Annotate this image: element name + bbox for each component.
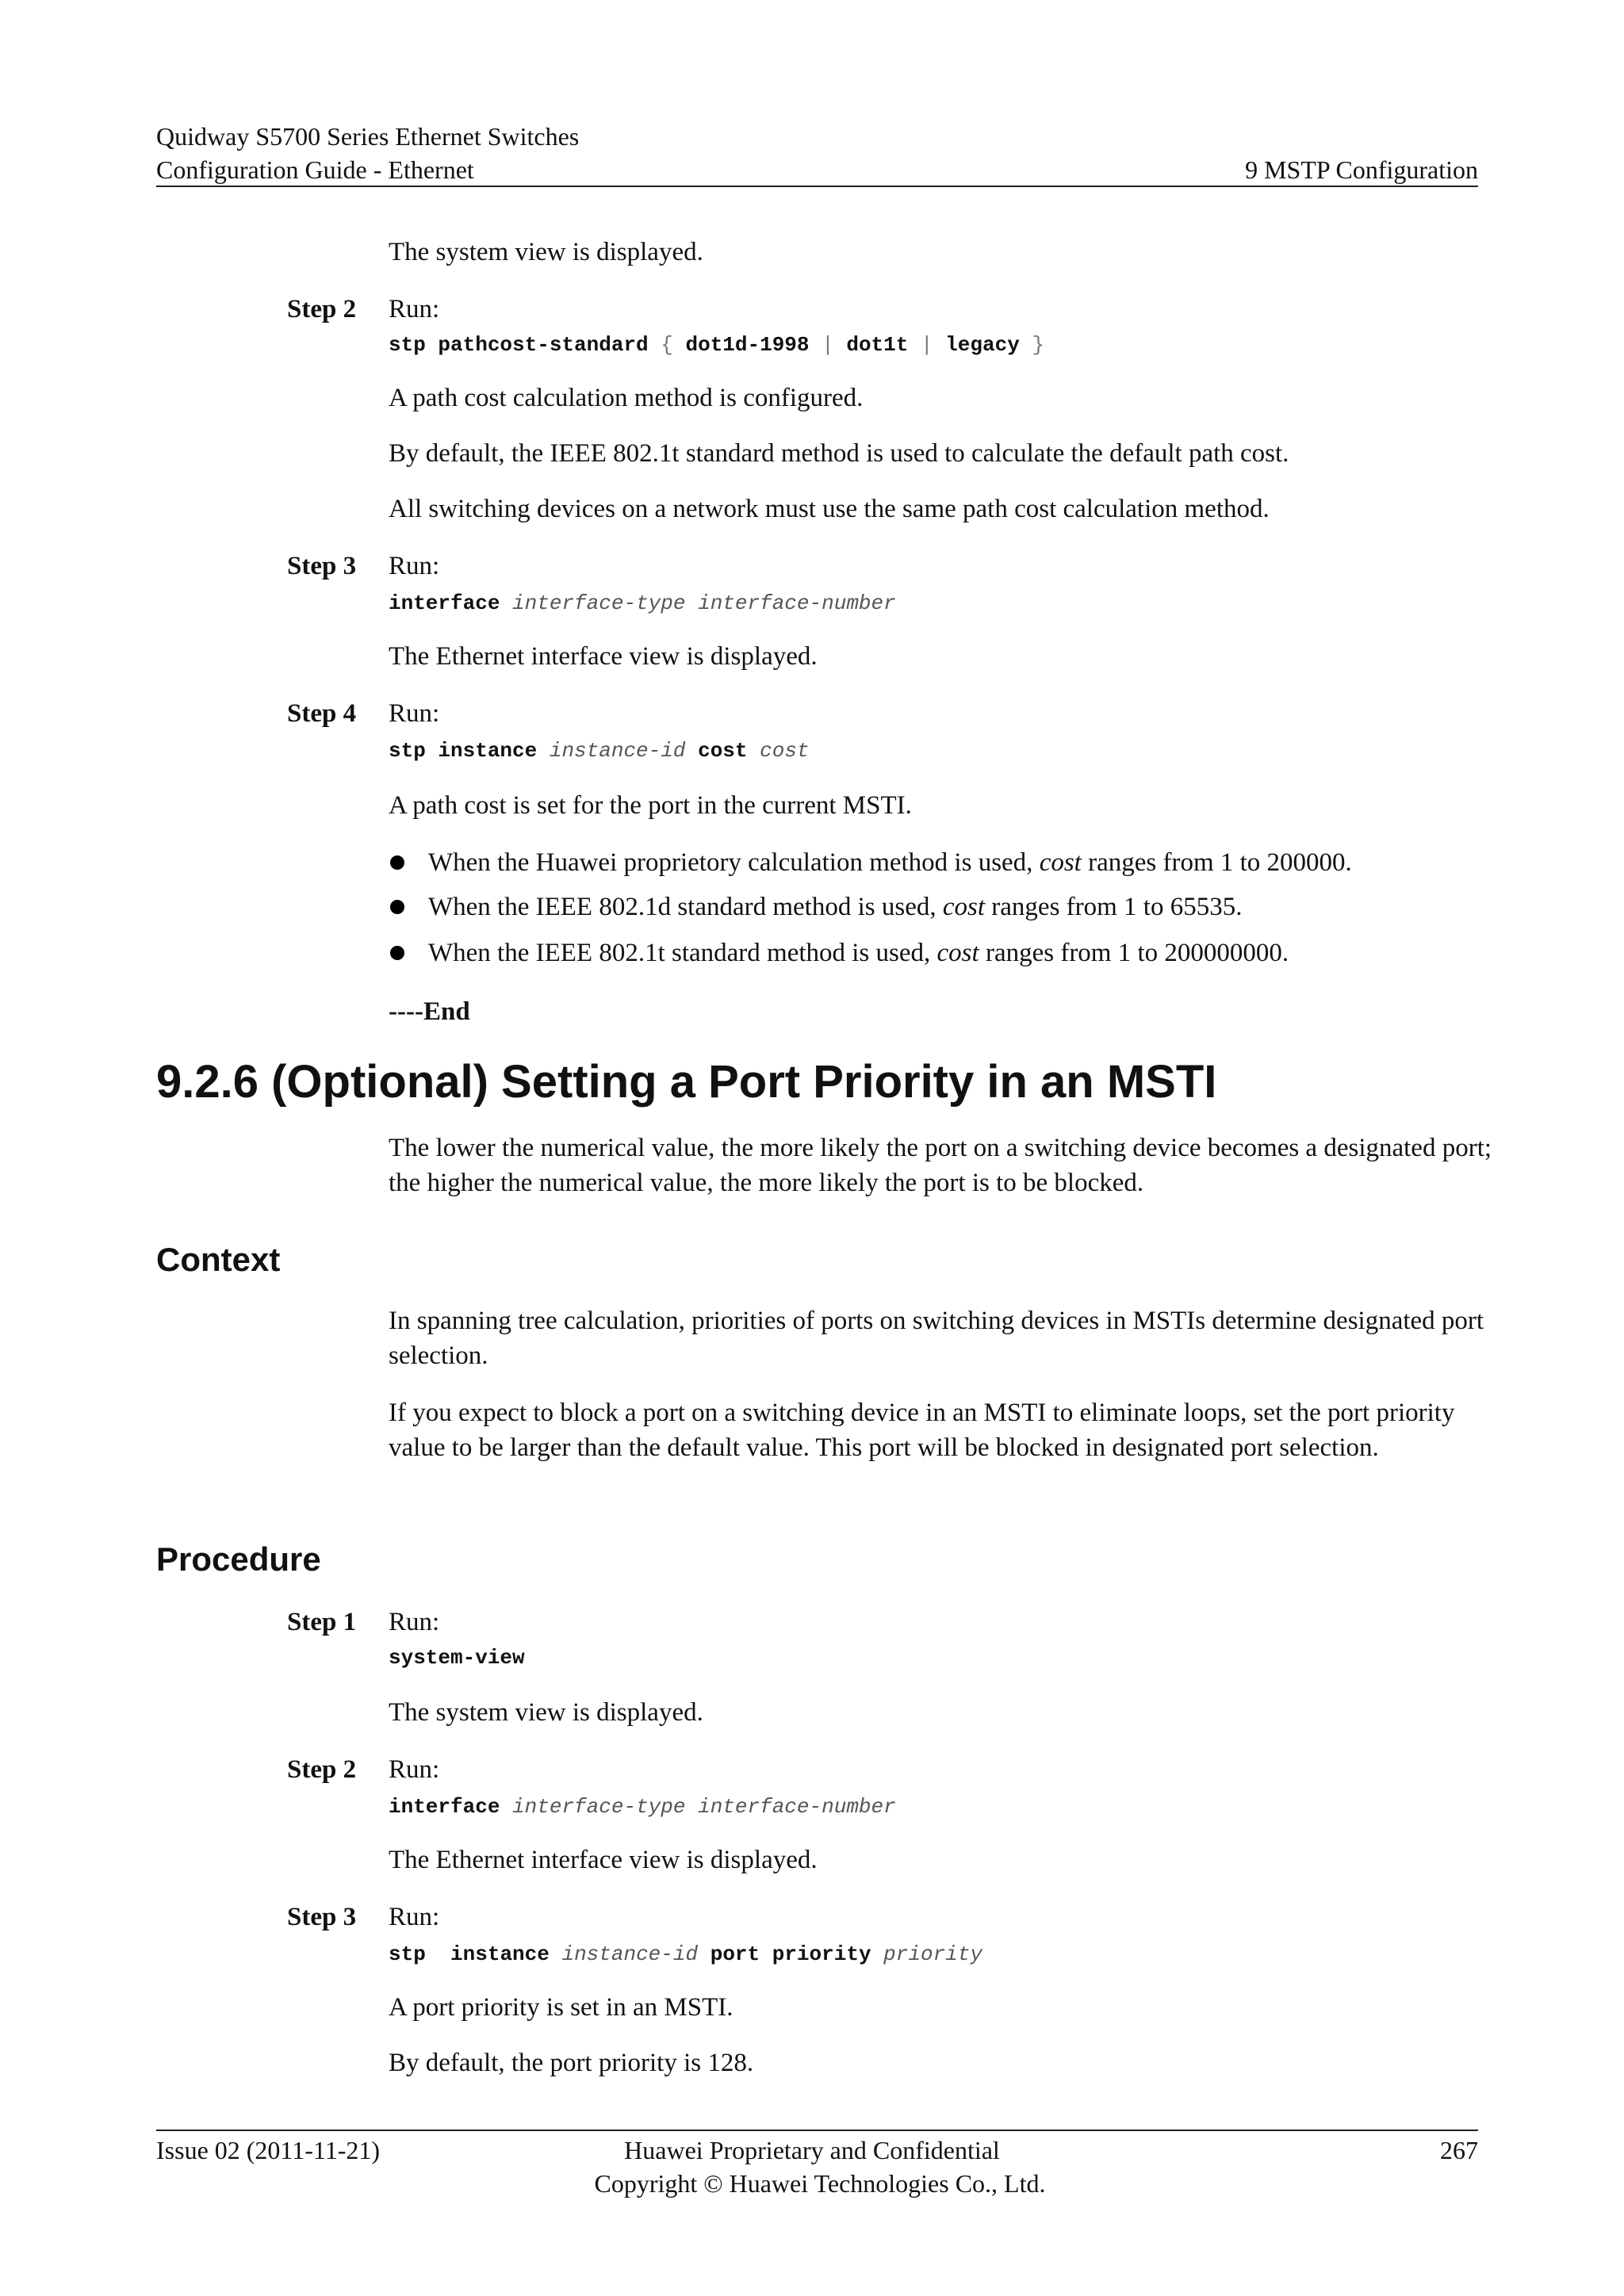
run-label: Run: [389,295,440,323]
procedure-heading: Procedure [156,1540,321,1578]
run-label: Run: [389,1608,440,1636]
step-label: Step 4 [287,699,357,728]
bullet-emphasis: cost [1039,848,1082,877]
cmd-argument: instance-id [549,739,686,763]
cmd-argument: instance-id [561,1942,699,1966]
cmd-keyword: stp pathcost-standard [389,333,649,357]
footer-proprietary: Huawei Proprietary and Confidential [624,2136,1000,2164]
header-guide: Configuration Guide - Ethernet [156,155,474,184]
step-label: Step 3 [287,1903,357,1931]
run-label: Run: [389,552,440,580]
bullet-text: ranges from 1 to 200000000. [979,939,1289,967]
cmd-keyword: interface [389,1795,500,1819]
cmd-brace: } [1032,333,1045,357]
run-label: Run: [389,1755,440,1784]
run-label: Run: [389,1903,440,1931]
footer-page-number: 267 [1440,2136,1478,2164]
cmd-keyword: cost [698,739,748,763]
cmd-option: dot1d-1998 [685,333,810,357]
bullet-icon [390,900,404,914]
command-interface [389,590,896,617]
command-system-view [389,1644,525,1671]
cmd-keyword: port priority [710,1942,871,1966]
bullet-emphasis: cost [936,939,979,967]
cmd-argument: interface-number [698,591,896,615]
cmd-keyword: stp instance [389,739,538,763]
header-product: Quidway S5700 Series Ethernet Switches [156,122,580,151]
bullet-text: When the IEEE 802.1d standard method is used, [428,893,943,921]
step-description: By default, the IEEE 802.1t standard method is used to calculate the default path cost. [389,439,1289,468]
cmd-argument: interface-type [512,591,686,615]
bullet-emphasis: cost [942,893,986,921]
command-pathcost-standard [389,331,1044,358]
section-intro: The lower the numerical value, the more likely the port on a switching device becomes a designated port; the higher the numerical value, the more likely the port is to be blocked. [389,1134,1492,1197]
step-label: Step 3 [287,552,357,580]
footer-copyright: Copyright © Huawei Technologies Co., Ltd. [594,2169,1046,2198]
step-label: Step 2 [287,1755,357,1784]
step-description: By default, the port priority is 128. [389,2049,754,2077]
bullet-icon [390,946,404,960]
step-description: The Ethernet interface view is displayed. [389,642,818,671]
context-paragraph: In spanning tree calculation, priorities of ports on switching devices in MSTIs determine designated port selection. [389,1307,1484,1370]
cmd-separator: | [822,333,834,357]
step-label: Step 2 [287,295,357,323]
bullet-text: ranges from 1 to 200000. [1081,848,1352,877]
step-description: The system view is displayed. [389,1698,703,1727]
step-description: A path cost is set for the port in the current MSTI. [389,791,912,820]
cmd-keyword: instance [450,1942,550,1966]
cmd-argument: cost [760,739,810,763]
footer-rule [156,2130,1478,2131]
bullet-text: When the IEEE 802.1t standard method is used, [428,939,937,967]
run-label: Run: [389,699,440,728]
end-marker: ----End [389,997,470,1026]
cmd-keyword: interface [389,591,500,615]
section-title: 9.2.6 (Optional) Setting a Port Priority in an MSTI [156,1056,1217,1108]
step-description: A port priority is set in an MSTI. [389,1993,733,2022]
footer-issue: Issue 02 (2011-11-21) [156,2136,381,2164]
cmd-keyword: stp [389,1942,426,1966]
context-paragraph: If you expect to block a port on a switching device in an MSTI to eliminate loops, set the port priority value to be larger than the default value. This port will be blocked in designated port selection. [389,1399,1455,1462]
cmd-brace: { [661,333,673,357]
step-label: Step 1 [287,1608,357,1636]
continuation-text: The system view is displayed. [389,238,703,266]
step-description: All switching devices on a network must use the same path cost calculation method. [389,495,1270,523]
cmd-argument: interface-type [512,1795,686,1819]
command-stp-instance-cost [389,737,810,764]
header-chapter: 9 MSTP Configuration [1245,155,1478,184]
cmd-separator: | [920,333,933,357]
bullet-text: When the Huawei proprietory calculation method is used, [428,848,1040,877]
command-stp-port-priority [389,1941,982,1968]
cmd-argument: interface-number [698,1795,896,1819]
cmd-option: dot1t [846,333,909,357]
header-rule [156,186,1478,187]
cmd-argument: priority [883,1942,982,1966]
bullet-icon [390,855,404,870]
cmd-option: legacy [945,333,1020,357]
step-description: The Ethernet interface view is displayed. [389,1846,818,1874]
cmd-keyword: system-view [389,1646,525,1670]
command-interface [389,1793,896,1820]
step-description: A path cost calculation method is configured. [389,384,864,412]
bullet-text: ranges from 1 to 65535. [985,893,1243,921]
context-heading: Context [156,1241,281,1278]
